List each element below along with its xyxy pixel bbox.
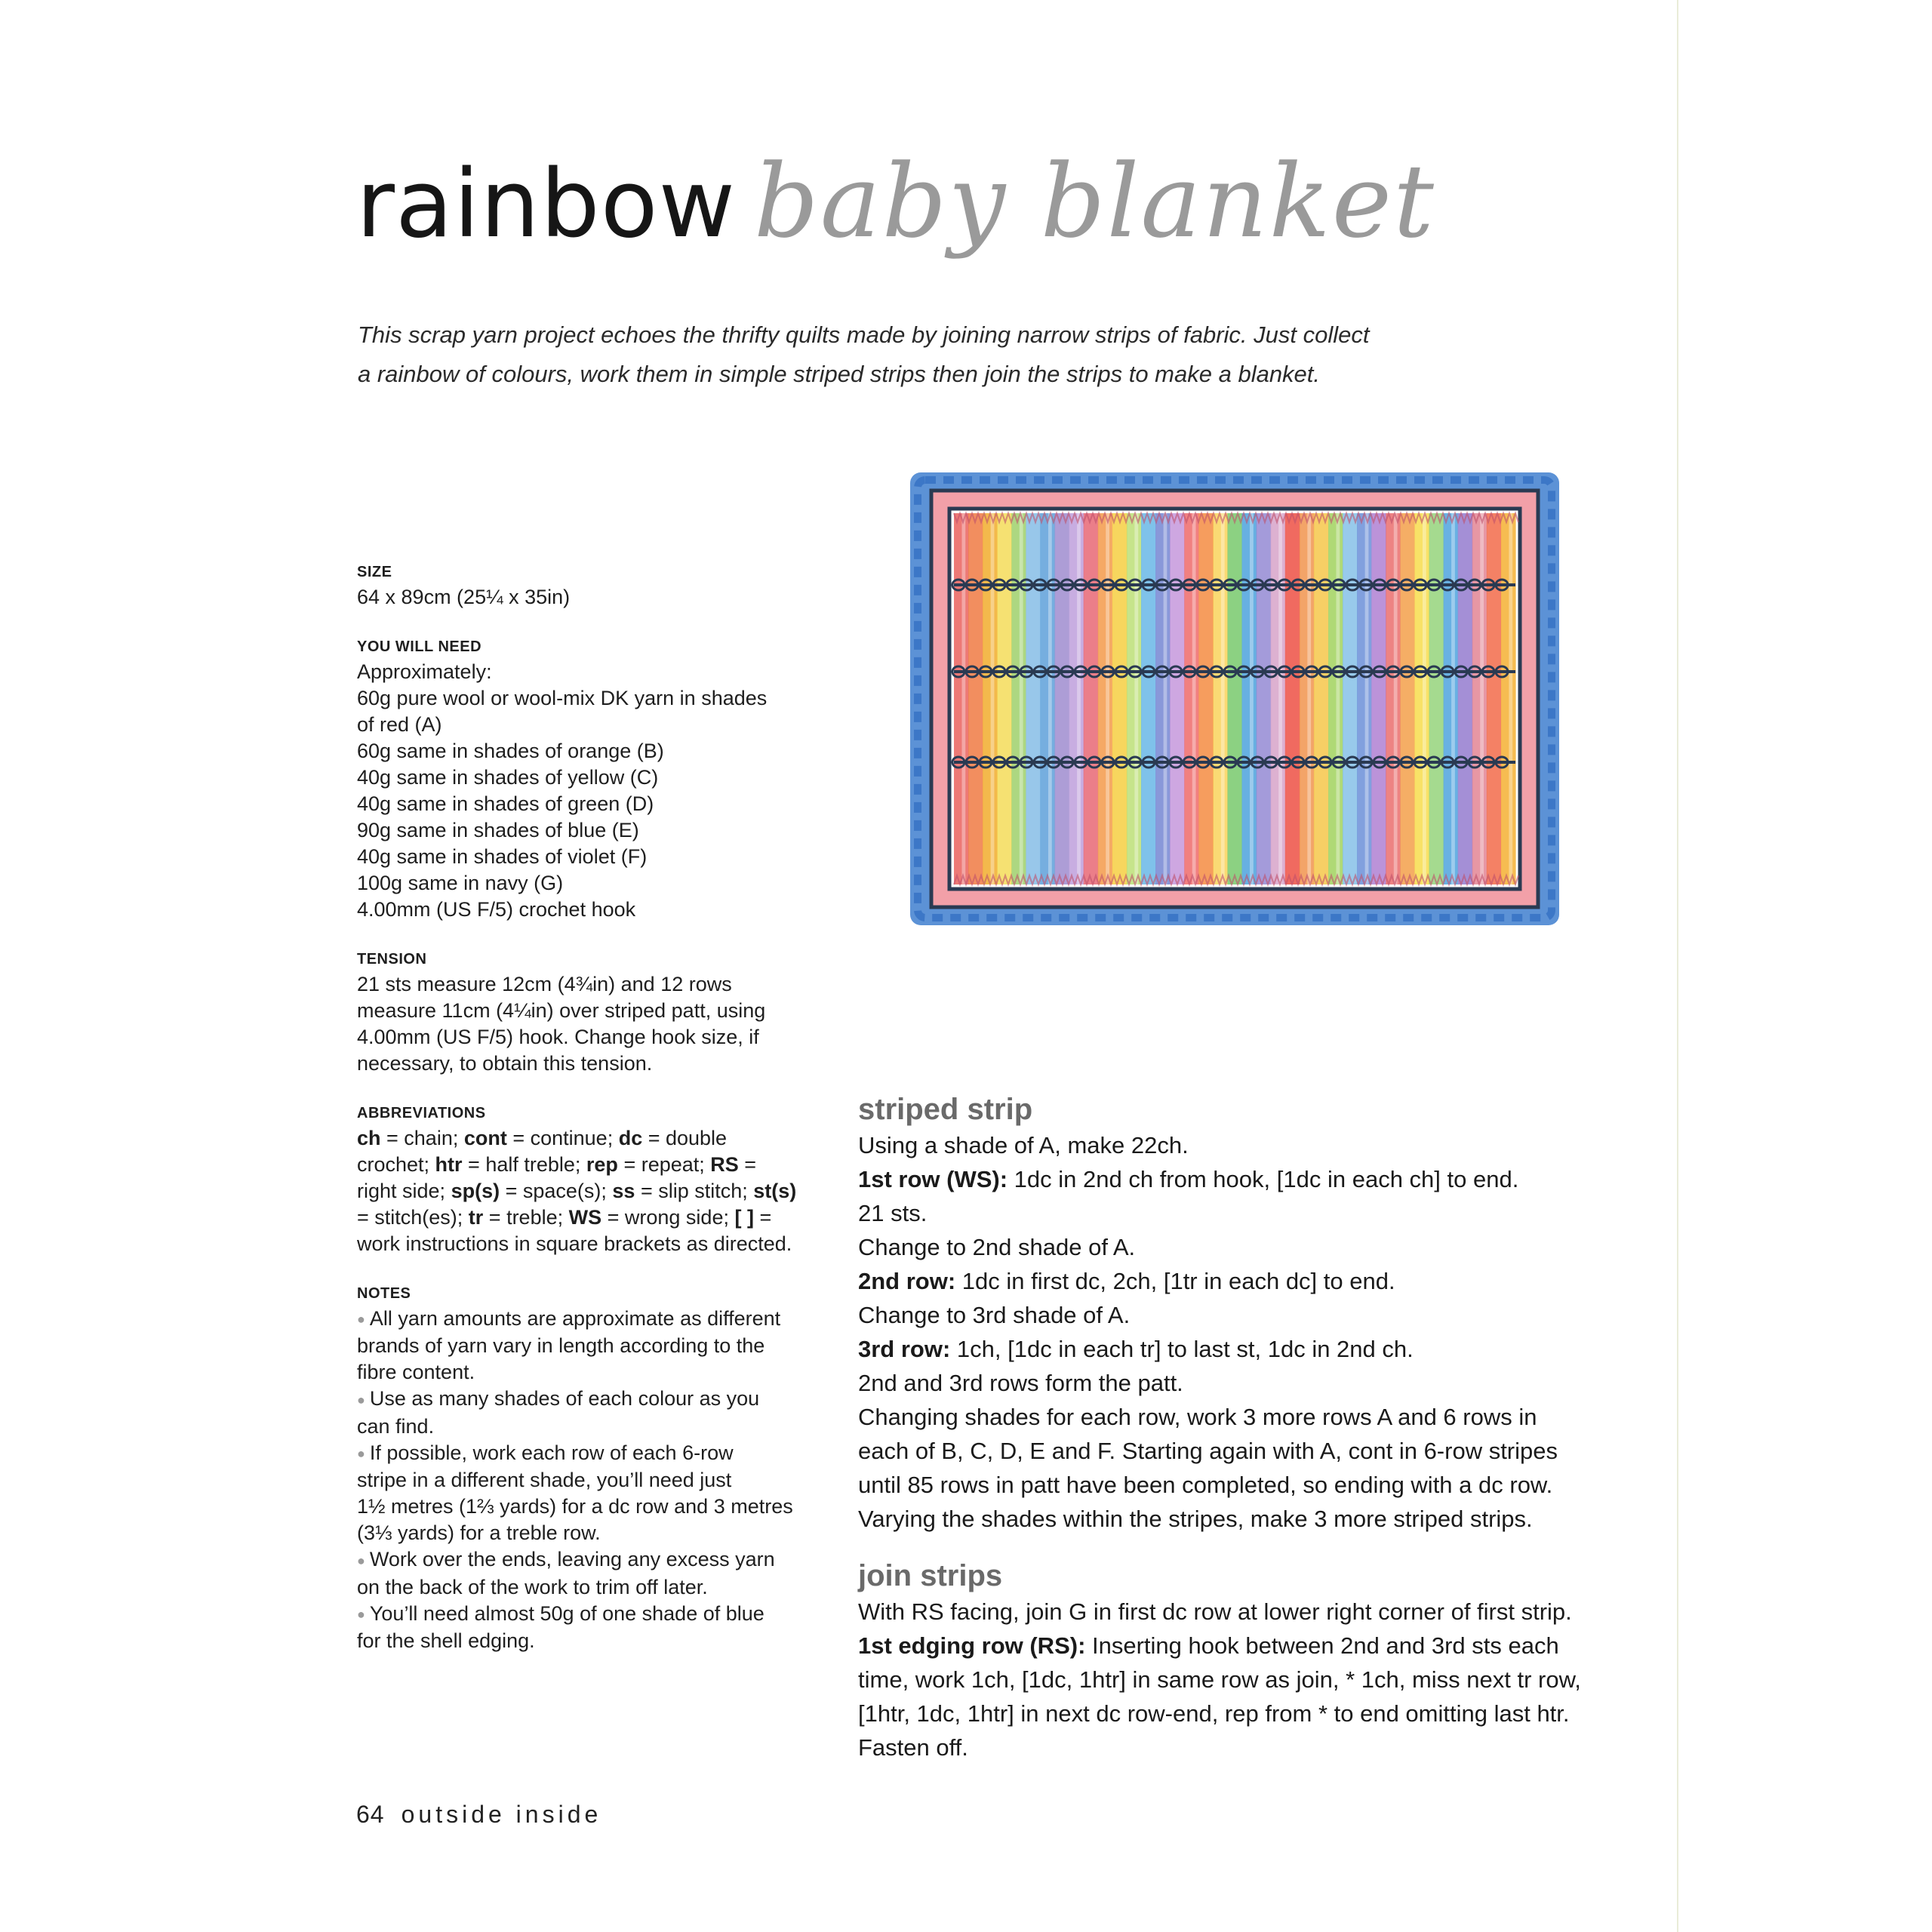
blanket-stripe-highlight xyxy=(1250,513,1254,884)
instruction-line: each of B, C, D, E and F. Starting again with A, cont in 6-row stripes xyxy=(858,1438,1558,1464)
materials-line: 40g same in shades of violet (F) xyxy=(357,845,648,868)
blanket-stripe xyxy=(1112,513,1128,884)
blanket-stripe-highlight xyxy=(1278,513,1282,884)
intro-paragraph xyxy=(358,315,1505,394)
bullet-icon: ● xyxy=(357,1552,365,1568)
page-footer xyxy=(356,1801,601,1829)
materials-line: 40g same in shades of green (D) xyxy=(357,792,654,815)
abbreviations-line: ch = chain; cont = continue; dc = double xyxy=(357,1127,728,1149)
note-line: ● All yarn amounts are approximate as different xyxy=(357,1307,781,1330)
blanket-stripe-highlight xyxy=(1164,513,1168,884)
note-line: on the back of the work to trim off later. xyxy=(357,1575,708,1598)
abbr-term: ss xyxy=(612,1180,635,1202)
instruction-line: Using a shade of A, make 22ch. xyxy=(858,1132,1189,1158)
size-heading: SIZE xyxy=(357,564,392,580)
blanket-stripe xyxy=(968,513,983,884)
blanket-stripe-highlight xyxy=(1509,513,1512,884)
materials-sidebar xyxy=(357,561,825,1680)
tension-line: 21 sts measure 12cm (4¾in) and 12 rows xyxy=(357,973,732,995)
intro-line: a rainbow of colours, work them in simple striped strips then join the strips to make a blanket. xyxy=(358,361,1321,387)
abbr-term: RS xyxy=(710,1153,739,1176)
title-script: baby blanket xyxy=(754,143,1435,260)
blanket-stripe xyxy=(1285,513,1300,884)
abbreviations-line: work instructions in square brackets as directed. xyxy=(357,1232,792,1255)
note-line: ● Use as many shades of each colour as you xyxy=(357,1387,760,1411)
blanket-stripe-highlight xyxy=(1451,513,1455,884)
instruction-line: With RS facing, join G in first dc row at lower right corner of first strip. xyxy=(858,1598,1572,1625)
bullet-icon: ● xyxy=(357,1312,365,1327)
abbreviations-line: right side; sp(s) = space(s); ss = slip stitch; st(s) xyxy=(357,1180,797,1202)
tension-line: necessary, to obtain this tension. xyxy=(357,1052,653,1075)
note-line: stripe in a different shade, you’ll need just xyxy=(357,1469,732,1492)
instruction-line: Change to 3rd shade of A. xyxy=(858,1302,1131,1328)
tension-line: measure 11cm (4¼in) over striped patt, using xyxy=(357,999,766,1022)
blanket-stripe-highlight xyxy=(1221,513,1225,884)
abbr-term: tr xyxy=(468,1206,484,1229)
instruction-line: 3rd row: 1ch, [1dc in each tr] to last st, 1dc in 2nd ch. xyxy=(858,1336,1414,1362)
blanket-stripe xyxy=(1155,513,1171,884)
instruction-line: 21 sts. xyxy=(858,1200,928,1226)
instruction-line: Fasten off. xyxy=(858,1734,968,1761)
page-gutter-line xyxy=(1677,0,1678,1932)
tension-line: 4.00mm (US F/5) hook. Change hook size, if xyxy=(357,1026,759,1048)
blanket-stripe xyxy=(1371,513,1386,884)
note-line: can find. xyxy=(357,1414,435,1438)
blanket-stripe xyxy=(1040,513,1055,884)
blanket-stripe xyxy=(1472,513,1487,884)
blanket-stripe xyxy=(1026,513,1041,884)
blanket-stripe-highlight xyxy=(961,513,965,884)
blanket-stripe-highlight xyxy=(1336,513,1340,884)
instruction-line: Varying the shades within the stripes, make 3 more striped strips. xyxy=(858,1506,1533,1532)
note-line: (3⅓ yards) for a treble row. xyxy=(357,1521,601,1545)
abbreviations-section xyxy=(357,1103,825,1257)
note-line: 1½ metres (1⅔ yards) for a dc row and 3 metres xyxy=(357,1495,793,1518)
instruction-line: 1st edging row (RS): Inserting hook between 2nd and 3rd sts each xyxy=(858,1632,1559,1659)
blanket-stripe xyxy=(1400,513,1415,884)
abbr-term: st(s) xyxy=(753,1180,797,1202)
blanket-stripe xyxy=(1184,513,1199,884)
blanket-stripe xyxy=(1357,513,1372,884)
blanket-stripe xyxy=(1257,513,1272,884)
blanket-stripe xyxy=(1444,513,1459,884)
page-title xyxy=(356,143,1435,260)
notes-heading: NOTES xyxy=(357,1285,411,1302)
instruction-line: 2nd and 3rd rows form the patt. xyxy=(858,1370,1183,1396)
instruction-line: until 85 rows in patt have been completed, so ending with a dc row. xyxy=(858,1472,1553,1498)
blanket-stripe xyxy=(954,513,969,884)
note-line: fibre content. xyxy=(357,1361,475,1384)
abbreviations-line: = stitch(es); tr = treble; WS = wrong side; [ ] = xyxy=(357,1206,772,1229)
blanket-stripe-highlight xyxy=(1480,513,1484,884)
blanket-stripe xyxy=(997,513,1012,884)
materials-line: 4.00mm (US F/5) crochet hook xyxy=(357,898,636,921)
abbr-term: ch xyxy=(357,1127,381,1149)
blanket-stripe-highlight xyxy=(991,513,995,884)
instruction-line: time, work 1ch, [1dc, 1htr] in same row as join, * 1ch, miss next tr row, xyxy=(858,1666,1581,1693)
blanket-stripe-highlight xyxy=(1077,513,1081,884)
blanket-stripe-highlight xyxy=(1134,513,1138,884)
blanket-stripe xyxy=(1127,513,1142,884)
materials-line: of red (A) xyxy=(357,713,442,736)
abbr-term: dc xyxy=(618,1127,643,1149)
striped-strip-heading: striped strip xyxy=(858,1093,1033,1126)
materials-line: 60g same in shades of orange (B) xyxy=(357,740,664,762)
blanket-stripe xyxy=(1227,513,1242,884)
bullet-icon: ● xyxy=(357,1606,365,1622)
title-main: rainbow xyxy=(356,150,736,259)
abbr-term: WS xyxy=(568,1206,602,1229)
blanket-stripe xyxy=(1271,513,1286,884)
blanket-stripe xyxy=(1011,513,1026,884)
blanket-stripe xyxy=(1328,513,1343,884)
size-value: 64 x 89cm (25¼ x 35in) xyxy=(357,586,571,608)
note-line: brands of yarn vary in length according to the xyxy=(357,1334,765,1358)
materials-line: 40g same in shades of yellow (C) xyxy=(357,766,659,789)
blanket-stripe-highlight xyxy=(1192,513,1196,884)
blanket-stripe xyxy=(1213,513,1228,884)
blanket-stripe xyxy=(1242,513,1257,884)
blanket-stripe xyxy=(1487,513,1502,884)
blanket-stripe-highlight xyxy=(1048,513,1052,884)
pattern-instructions xyxy=(858,1091,1613,1764)
blanket-stripe xyxy=(1170,513,1185,884)
tension-heading: TENSION xyxy=(357,951,427,968)
blanket-illustration xyxy=(895,445,1574,958)
instruction-line: Change to 2nd shade of A. xyxy=(858,1234,1136,1260)
blanket-stripe xyxy=(1098,513,1113,884)
intro-line: This scrap yarn project echoes the thrifty quilts made by joining narrow strips of fabric. Just collect xyxy=(358,321,1370,348)
blanket-stripe xyxy=(1501,513,1516,884)
bullet-icon: ● xyxy=(357,1392,365,1407)
abbreviations-line: crochet; htr = half treble; rep = repeat; RS = xyxy=(357,1153,757,1176)
abbr-term: cont xyxy=(463,1127,507,1149)
section-title: outside inside xyxy=(401,1801,602,1828)
blanket-stripe xyxy=(1300,513,1315,884)
blanket-stripe-highlight xyxy=(1020,513,1023,884)
materials-line: 60g pure wool or wool-mix DK yarn in shades xyxy=(357,687,768,709)
materials-line: 90g same in shades of blue (E) xyxy=(357,819,639,841)
abbr-term: rep xyxy=(586,1153,618,1176)
abbr-term: [ ] xyxy=(734,1206,754,1229)
page-number: 64 xyxy=(356,1801,385,1828)
join-strips-heading: join strips xyxy=(858,1559,1003,1592)
instruction-line: [1htr, 1dc, 1htr] in next dc row-end, rep from * to end omitting last htr. xyxy=(858,1700,1570,1727)
note-line: ● You’ll need almost 50g of one shade of blue xyxy=(357,1601,764,1625)
notes-section xyxy=(357,1283,825,1654)
blanket-stripe xyxy=(1414,513,1429,884)
blanket-stripe xyxy=(1314,513,1329,884)
blanket-stripe xyxy=(1386,513,1401,884)
instruction-line: 2nd row: 1dc in first dc, 2ch, [1tr in each dc] to end. xyxy=(858,1268,1395,1294)
blanket-stripe-highlight xyxy=(1365,513,1369,884)
tension-section xyxy=(357,949,825,1077)
you-will-need-section xyxy=(357,636,825,923)
blanket-stripes xyxy=(954,513,1518,884)
you-will-need-heading: YOU WILL NEED xyxy=(357,638,482,655)
materials-line: Approximately: xyxy=(357,660,492,683)
note-line: ● If possible, work each row of each 6-row xyxy=(357,1441,734,1464)
abbr-term: sp(s) xyxy=(451,1180,500,1202)
instruction-line: 1st row (WS): 1dc in 2nd ch from hook, [1dc in each ch] to end. xyxy=(858,1166,1519,1192)
blanket-stripe xyxy=(1343,513,1358,884)
blanket-stripe xyxy=(1198,513,1214,884)
abbr-term: htr xyxy=(435,1153,463,1176)
blanket-stripe-highlight xyxy=(1394,513,1398,884)
blanket-stripe xyxy=(1458,513,1473,884)
instruction-line: Changing shades for each row, work 3 more rows A and 6 rows in xyxy=(858,1404,1537,1430)
note-line: for the shell edging. xyxy=(357,1629,535,1652)
blanket-stripe xyxy=(1429,513,1444,884)
bullet-icon: ● xyxy=(357,1446,365,1462)
blanket-stripe xyxy=(983,513,998,884)
size-section xyxy=(357,561,825,611)
blanket-stripe xyxy=(1055,513,1070,884)
note-line: ● Work over the ends, leaving any excess yarn xyxy=(357,1548,775,1571)
blanket-stripe xyxy=(1084,513,1099,884)
blanket-stripe-highlight xyxy=(1423,513,1426,884)
abbreviations-heading: ABBREVIATIONS xyxy=(357,1105,486,1121)
blanket-stripe-highlight xyxy=(1307,513,1311,884)
materials-line: 100g same in navy (G) xyxy=(357,872,564,894)
blanket-stripe xyxy=(1069,513,1084,884)
blanket-stripe-highlight xyxy=(1106,513,1109,884)
blanket-stripe xyxy=(1141,513,1156,884)
